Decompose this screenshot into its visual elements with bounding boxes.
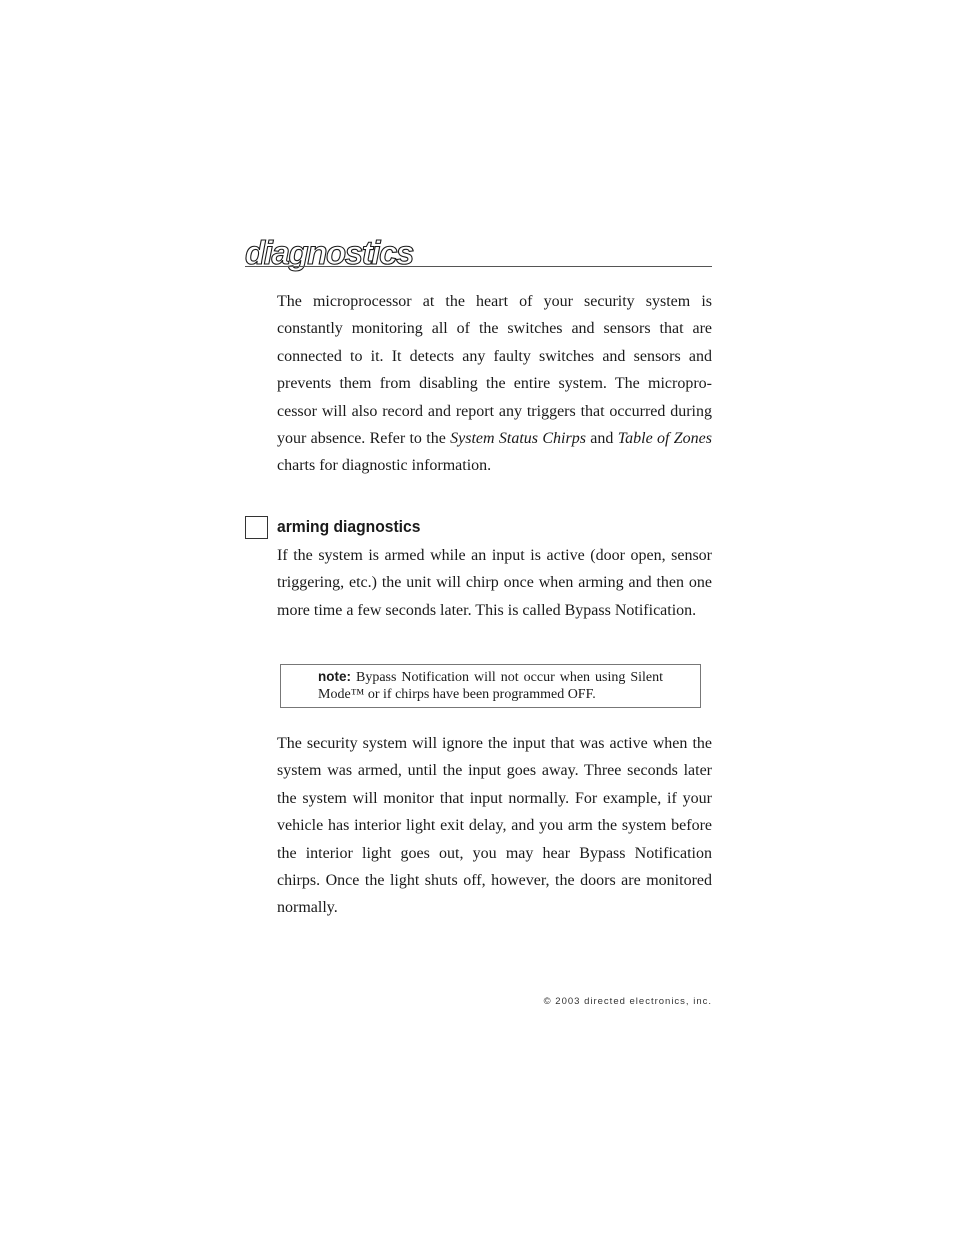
system-status-chirps-reference: System Status Chirps (450, 430, 586, 448)
note-text: Bypass Notification will not occur when using Silent Mode™ or if chirps have been programmed OFF. (318, 670, 663, 702)
title-rule (245, 266, 712, 267)
ignore-input-paragraph: The security system will ignore the input that was active when the system was armed, until the input goes away. Three seconds later the system will monitor that input normally. For example, if your vehicle has interior light exit delay, and you arm the system before the interior light goes out, you may hear Bypass Notification chirps. Once the light shuts off, however, the doors are monitored normally. (277, 735, 712, 917)
arming-diagnostics-heading: arming diagnostics (277, 517, 421, 536)
intro-paragraph (277, 288, 712, 480)
page-title: diagnostics (245, 234, 413, 271)
intro-and: and (585, 430, 618, 448)
copyright-footer: © 2003 directed electronics, inc. (543, 996, 712, 1007)
intro-text: The microprocessor at the heart of your security system is constantly monitoring all of the switches and sensors that are connected to it. It detects any faulty switches and sensors and prevents them from disabling the entire system. The microprocessor will also record and report any triggers that occurred during your absence. Refer to the (277, 293, 712, 448)
bypass-paragraph: If the system is armed while an input is active (door open, sensor triggering, etc.) the unit will chirp once when arming and then one more time a few seconds later. This is called Bypass Notification. (277, 547, 712, 619)
note-paragraph (318, 668, 663, 703)
intro-text-end: charts for diagnostic information. (277, 457, 492, 475)
note-label: note: (318, 669, 351, 684)
table-of-zones-reference: Table of Zones (617, 430, 712, 448)
note-box (280, 664, 701, 708)
checkbox-icon (245, 516, 268, 539)
